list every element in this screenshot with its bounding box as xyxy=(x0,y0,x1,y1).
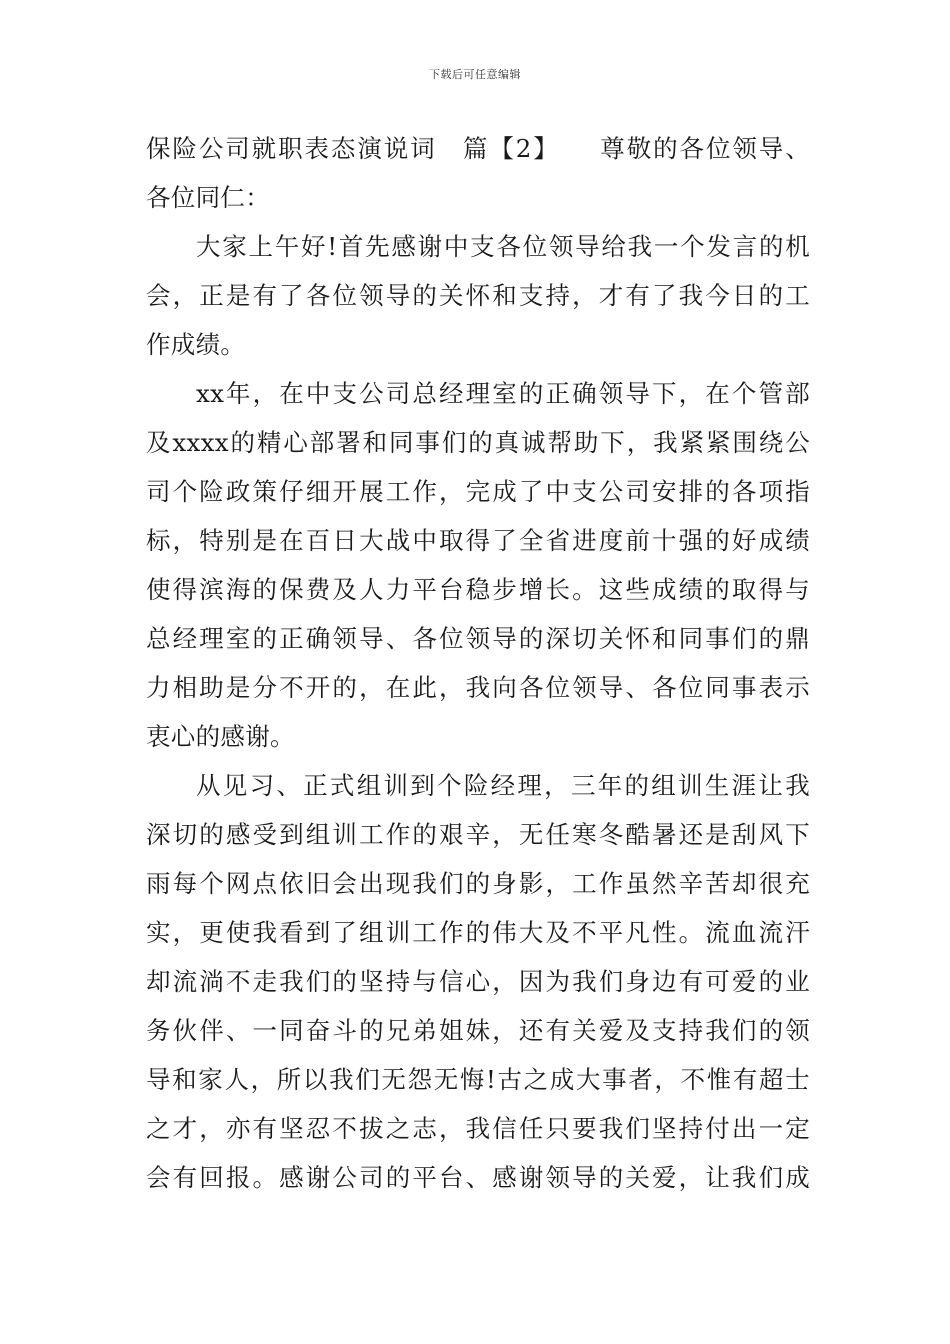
document-line: 及xxxx的精心部署和同事们的真诚帮助下，我紧紧围绕公 xyxy=(146,428,810,457)
document-line: 深切的感受到组训工作的艰辛，无任寒冬酷暑还是刮风下 xyxy=(146,820,810,849)
document-line: 会，正是有了各位领导的关怀和支持，才有了我今日的工 xyxy=(146,281,810,310)
document-line: 务伙伴、一同奋斗的兄弟姐妹，还有关爱及支持我们的领 xyxy=(146,1016,810,1045)
document-line: 作成绩。 xyxy=(146,330,246,359)
document-line: 之才，亦有坚忍不拔之志，我信任只要我们坚持付出一定 xyxy=(146,1114,810,1143)
document-line: 实，更使我看到了组训工作的伟大及不平凡性。流血流汗 xyxy=(146,918,810,947)
document-line: 会有回报。感谢公司的平台、感谢领导的关爱，让我们成 xyxy=(146,1163,810,1192)
document-line: 保险公司就职表态演说词 篇【2】 尊敬的各位领导、 xyxy=(146,134,810,163)
document-line: 却流淌不走我们的坚持与信心，因为我们身边有可爱的业 xyxy=(146,967,810,996)
document-line: 衷心的感谢。 xyxy=(146,722,295,751)
document-line: 从见习、正式组训到个险经理，三年的组训生涯让我 xyxy=(196,771,810,800)
document-line: 司个险政策仔细开展工作，完成了中支公司安排的各项指 xyxy=(146,477,810,506)
document-line: 使得滨海的保费及人力平台稳步增长。这些成绩的取得与 xyxy=(146,575,810,604)
document-line: 各位同仁： xyxy=(146,183,270,212)
document-line: 雨每个网点依旧会出现我们的身影，工作虽然辛苦却很充 xyxy=(146,869,810,898)
document-line: 总经理室的正确领导、各位领导的深切关怀和同事们的鼎 xyxy=(146,624,810,653)
document-line: 力相助是分不开的，在此，我向各位领导、各位同事表示 xyxy=(146,673,810,702)
document-line: xx年，在中支公司总经理室的正确领导下，在个管部 xyxy=(196,379,810,408)
document-line: 标，特别是在百日大战中取得了全省进度前十强的好成绩 xyxy=(146,526,810,555)
page-header: 下载后可任意编辑 xyxy=(429,68,521,81)
document-line: 导和家人，所以我们无怨无悔!古之成大事者，不惟有超士 xyxy=(146,1065,810,1094)
document-line: 大家上午好!首先感谢中支各位领导给我一个发言的机 xyxy=(196,232,810,261)
document-body xyxy=(146,124,810,1202)
